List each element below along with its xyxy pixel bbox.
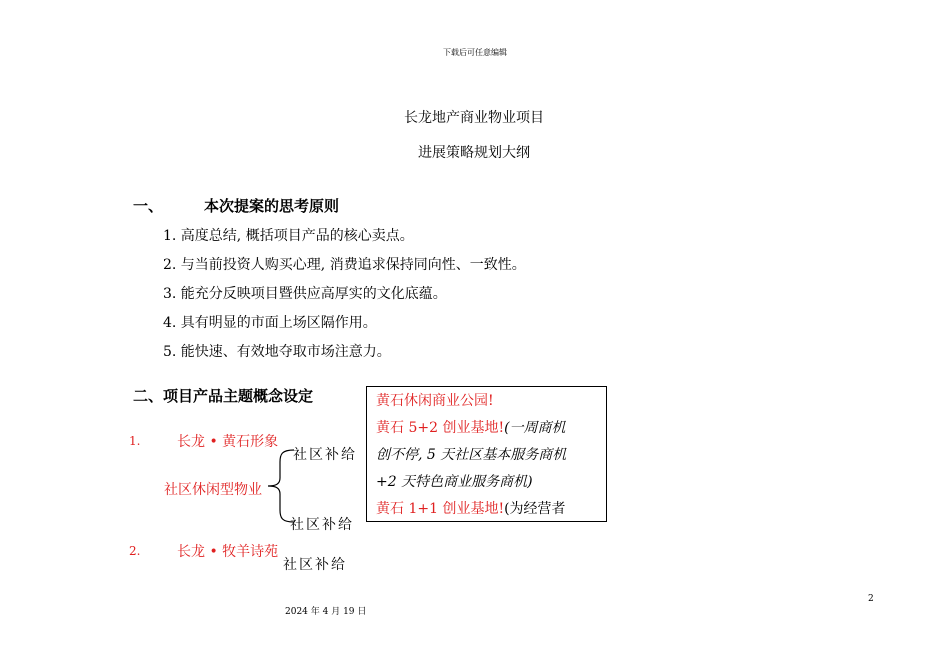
- sub-label-bottom: 社区补给: [283, 557, 347, 573]
- sub-label-top: 社区补给: [293, 447, 357, 463]
- curly-brace-icon: [260, 448, 300, 524]
- section1-number: 一、: [133, 197, 164, 215]
- document-subtitle: 进展策略规划大纲: [418, 145, 530, 161]
- box-line-5-red: 黄石 1+1 创业基地!: [376, 501, 505, 517]
- box-line-2-rest: (一周商机: [504, 420, 566, 436]
- principle-item-3: 3. 能充分反映项目暨供应高厚实的文化底蕴。: [163, 286, 447, 302]
- footer-date: 2024 年 4 月 19 日: [285, 607, 367, 617]
- section2-heading: 二、项目产品主题概念设定: [133, 387, 314, 405]
- entry2-number: 2.: [129, 544, 141, 558]
- concept-label: 社区休闲型物业: [164, 482, 262, 498]
- principle-item-5: 5. 能快速、有效地夺取市场注意力。: [163, 344, 391, 360]
- principle-item-1: 1. 高度总结, 概括项目产品的核心卖点。: [163, 228, 414, 244]
- document-title: 长龙地产商业物业项目: [404, 110, 544, 126]
- sub-label-middle: 社区补给: [290, 517, 354, 533]
- page-number: 2: [868, 594, 874, 604]
- principle-item-4: 4. 具有明显的市面上场区隔作用。: [163, 315, 377, 331]
- box-line-5-rest: (为经营者: [504, 501, 566, 517]
- entry1-title: 长龙 • 黄石形象: [177, 434, 279, 450]
- concept-textbox: [366, 386, 607, 522]
- entry2-title: 长龙 • 牧羊诗苑: [177, 544, 279, 560]
- entry1-number: 1.: [129, 434, 141, 448]
- box-line-1: 黄石休闲商业公园!: [376, 393, 494, 409]
- box-line-2: [376, 417, 566, 437]
- box-line-5: [376, 498, 566, 518]
- section1-heading: 本次提案的思考原则: [204, 197, 340, 215]
- box-line-3: 创不停, 5 天社区基本服务商机: [376, 447, 567, 463]
- header-note: 下载后可任意编辑: [443, 48, 507, 57]
- box-line-4: +2 天特色商业服务商机): [376, 474, 533, 490]
- principle-item-2: 2. 与当前投资人购买心理, 消费追求保持同向性、一致性。: [163, 257, 526, 273]
- box-line-2-red: 黄石 5+2 创业基地!: [376, 420, 505, 436]
